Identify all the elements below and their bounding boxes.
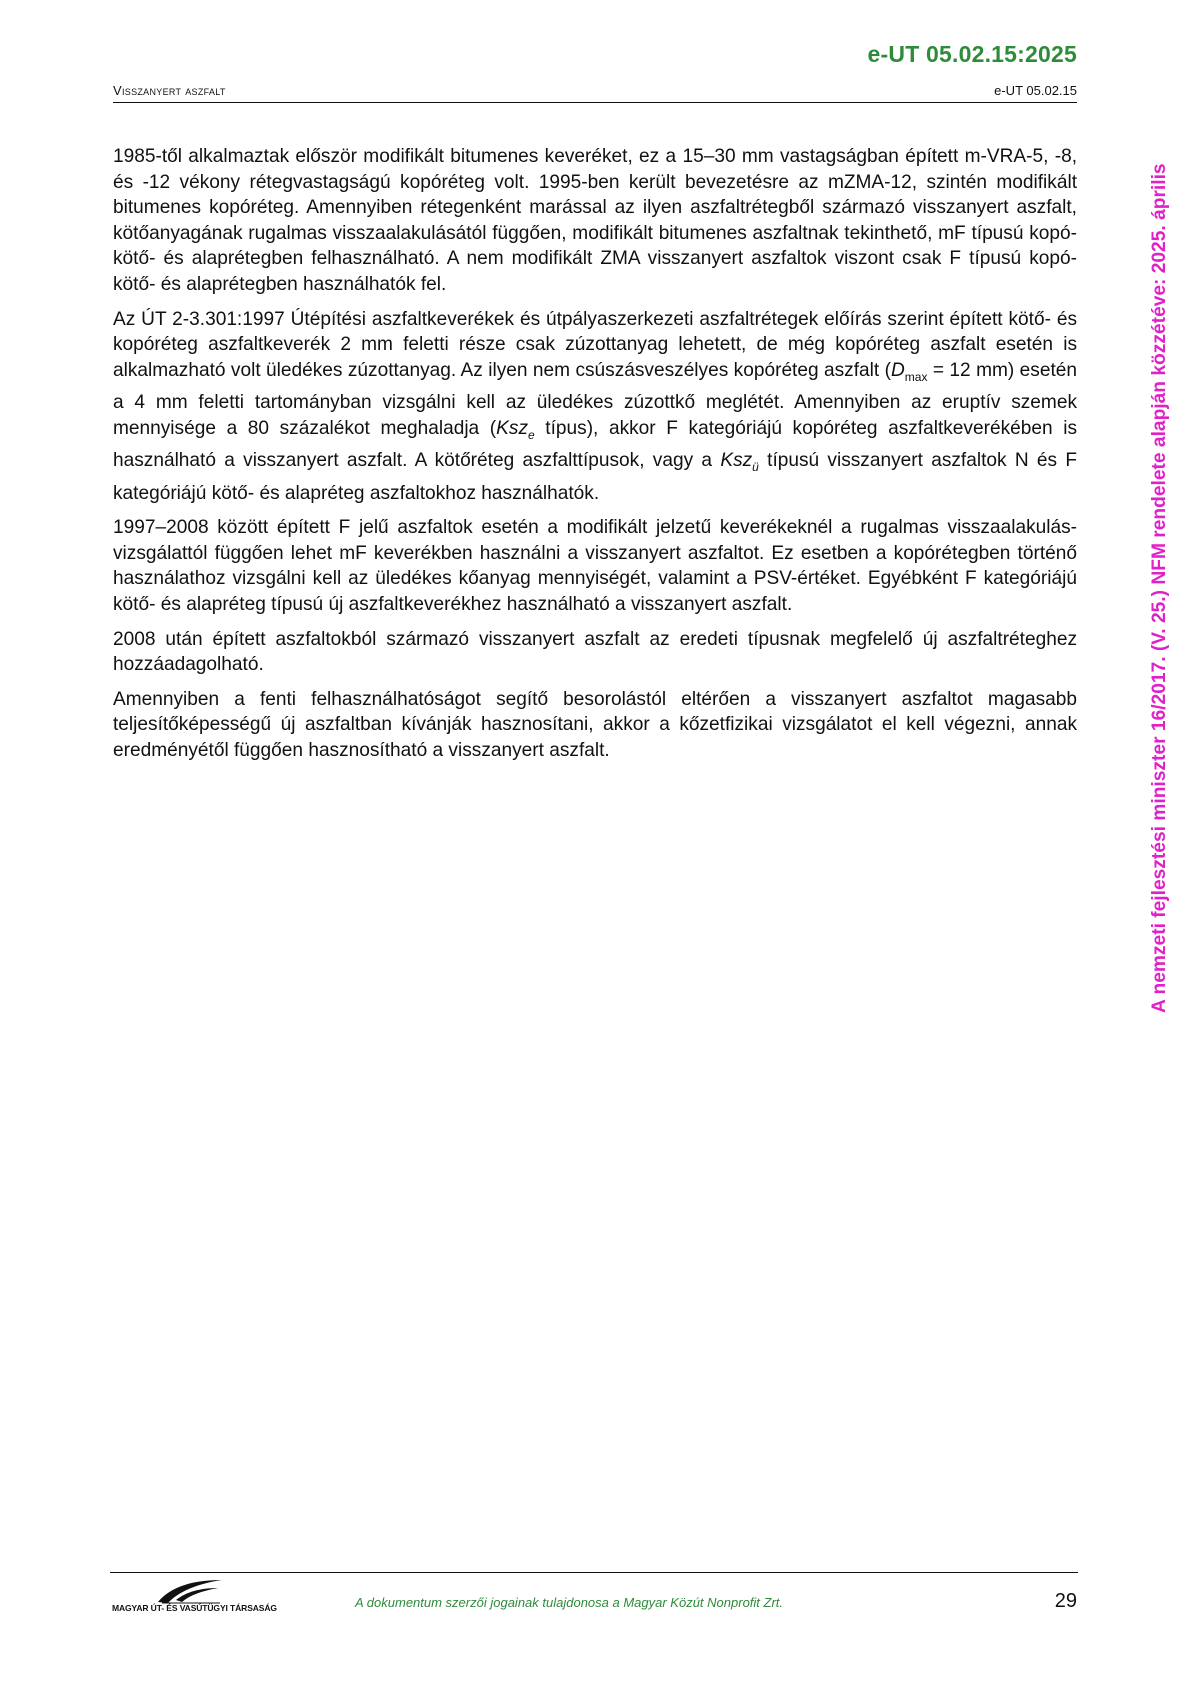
paragraph-3: 1997–2008 között épített F jelű aszfaltok esetén a modifikált jelzetű keverékeknél a rugalmas visszaalakulás-vizsgálattól függően lehet mF keverékben használni a visszanyert aszfaltot. Ez esetben a kopórétegben történő használathoz vizsgálni kell az üledékes kőanyag mennyiségét, valamint a PSV-értéket. Egyébként F kategóriájú kötő- és alapréteg típusú új aszfaltkeverékhez használható a visszanyert aszfalt. xyxy=(113,517,1077,615)
dmax-subscript: max xyxy=(904,369,928,384)
ksz-u-subscript: ü xyxy=(752,459,759,474)
running-code: e-UT 05.02.15 xyxy=(994,83,1077,98)
dmax-symbol: D xyxy=(890,359,905,381)
page-number: 29 xyxy=(1054,1590,1077,1612)
logo-emblem-icon xyxy=(156,1576,226,1604)
paragraph-1: 1985-től alkalmaztak először modifikált bitumenes keveréket, ez a 15–30 mm vastagságban épített m-VRA-5, -8, és -12 vékony rétegvastagságú kopóréteg volt. 1995-ben került bevezetésre az mZMA-12, szintén modifikált bitumenes kopóréteg. Amennyiben rétegenként marással az ilyen aszfaltrétegből származó visszanyert aszfalt, kötőanyagának rugalmas visszaalakulásától függően, modifikált bitumenes aszfaltnak tekinthető, mF típusú kopó- kötő- és alaprétegben felhasználható. A nem modifikált ZMA visszanyert aszfaltok viszont csak F típusú kopó- kötő- és alaprétegben használhatók fel. xyxy=(113,146,1077,295)
society-logo xyxy=(112,1576,277,1616)
ksz-e-subscript: e xyxy=(528,427,535,442)
paragraph-5: Amennyiben a fenti felhasználhatóságot segítő besorolástól eltérően a visszanyert aszfaltot magasabb teljesítőképességű új aszfaltban kívánják hasznosítani, akkor a kőzetfizikai vizsgálatot el kell végezni, annak eredményétől függően hasznosítható a visszanyert aszfalt. xyxy=(113,688,1077,761)
footer-rule xyxy=(110,1572,1078,1573)
paragraph-4: 2008 után épített aszfaltokból származó visszanyert aszfalt az eredeti típusnak megfelelő új aszfaltréteghez hozzáadagolható. xyxy=(113,628,1077,676)
running-header xyxy=(113,83,1077,103)
standard-code: e-UT 05.02.15:2025 xyxy=(867,41,1077,67)
document-body xyxy=(113,144,1077,773)
copyright-notice: A dokumentum szerzői jogainak tulajdonosa a Magyar Közút Nonprofit Zrt. xyxy=(355,1595,784,1610)
logo-text: MAGYAR ÚT- ÉS VASÚTÜGYI TÁRSASÁG xyxy=(112,1603,277,1613)
ksz-u-symbol: Ksz xyxy=(720,450,753,472)
paragraph-2: Az ÚT 2-3.301:1997 Útépítési aszfaltkeverékek és útpályaszerkezeti aszfaltrétegek előírás szerint épített kötő- és kopóréteg aszfaltkeverék 2 mm feletti része csak zúzottanyag lehetett, de még kopóréteg aszfalt esetén is alkalmazható volt üledékes zúzottanyag. Az ilyen nem csúszásveszélyes kopóréteg aszfalt ($D_{max} = 12$ mm) esetén a 4 mm feletti tartományban vizsgálni kell az üledékes zúzottkő meglétét. Amennyiben az eruptív szemek mennyisége a 80 százalékot meghaladja (Ksz$_e$ típus), akkor F kategóriájú kopóréteg aszfaltkeverékében is használható a visszanyert aszfalt. A kötőréteg aszfalttípusok, vagy a Ksz$_ü$ típusú visszanyert aszfaltok N és F kategóriájú kötő- és alapréteg aszfaltokhoz használhatók. xyxy=(113,308,1078,504)
running-title: Visszanyert aszfalt xyxy=(113,83,226,98)
publication-sideline: A nemzeti fejlesztési miniszter 16/2017. (V. 25.) NFM rendelete alapján közzétéve: 2025. április xyxy=(1149,163,1170,1013)
ksz-e-symbol: Ksz xyxy=(496,417,528,439)
